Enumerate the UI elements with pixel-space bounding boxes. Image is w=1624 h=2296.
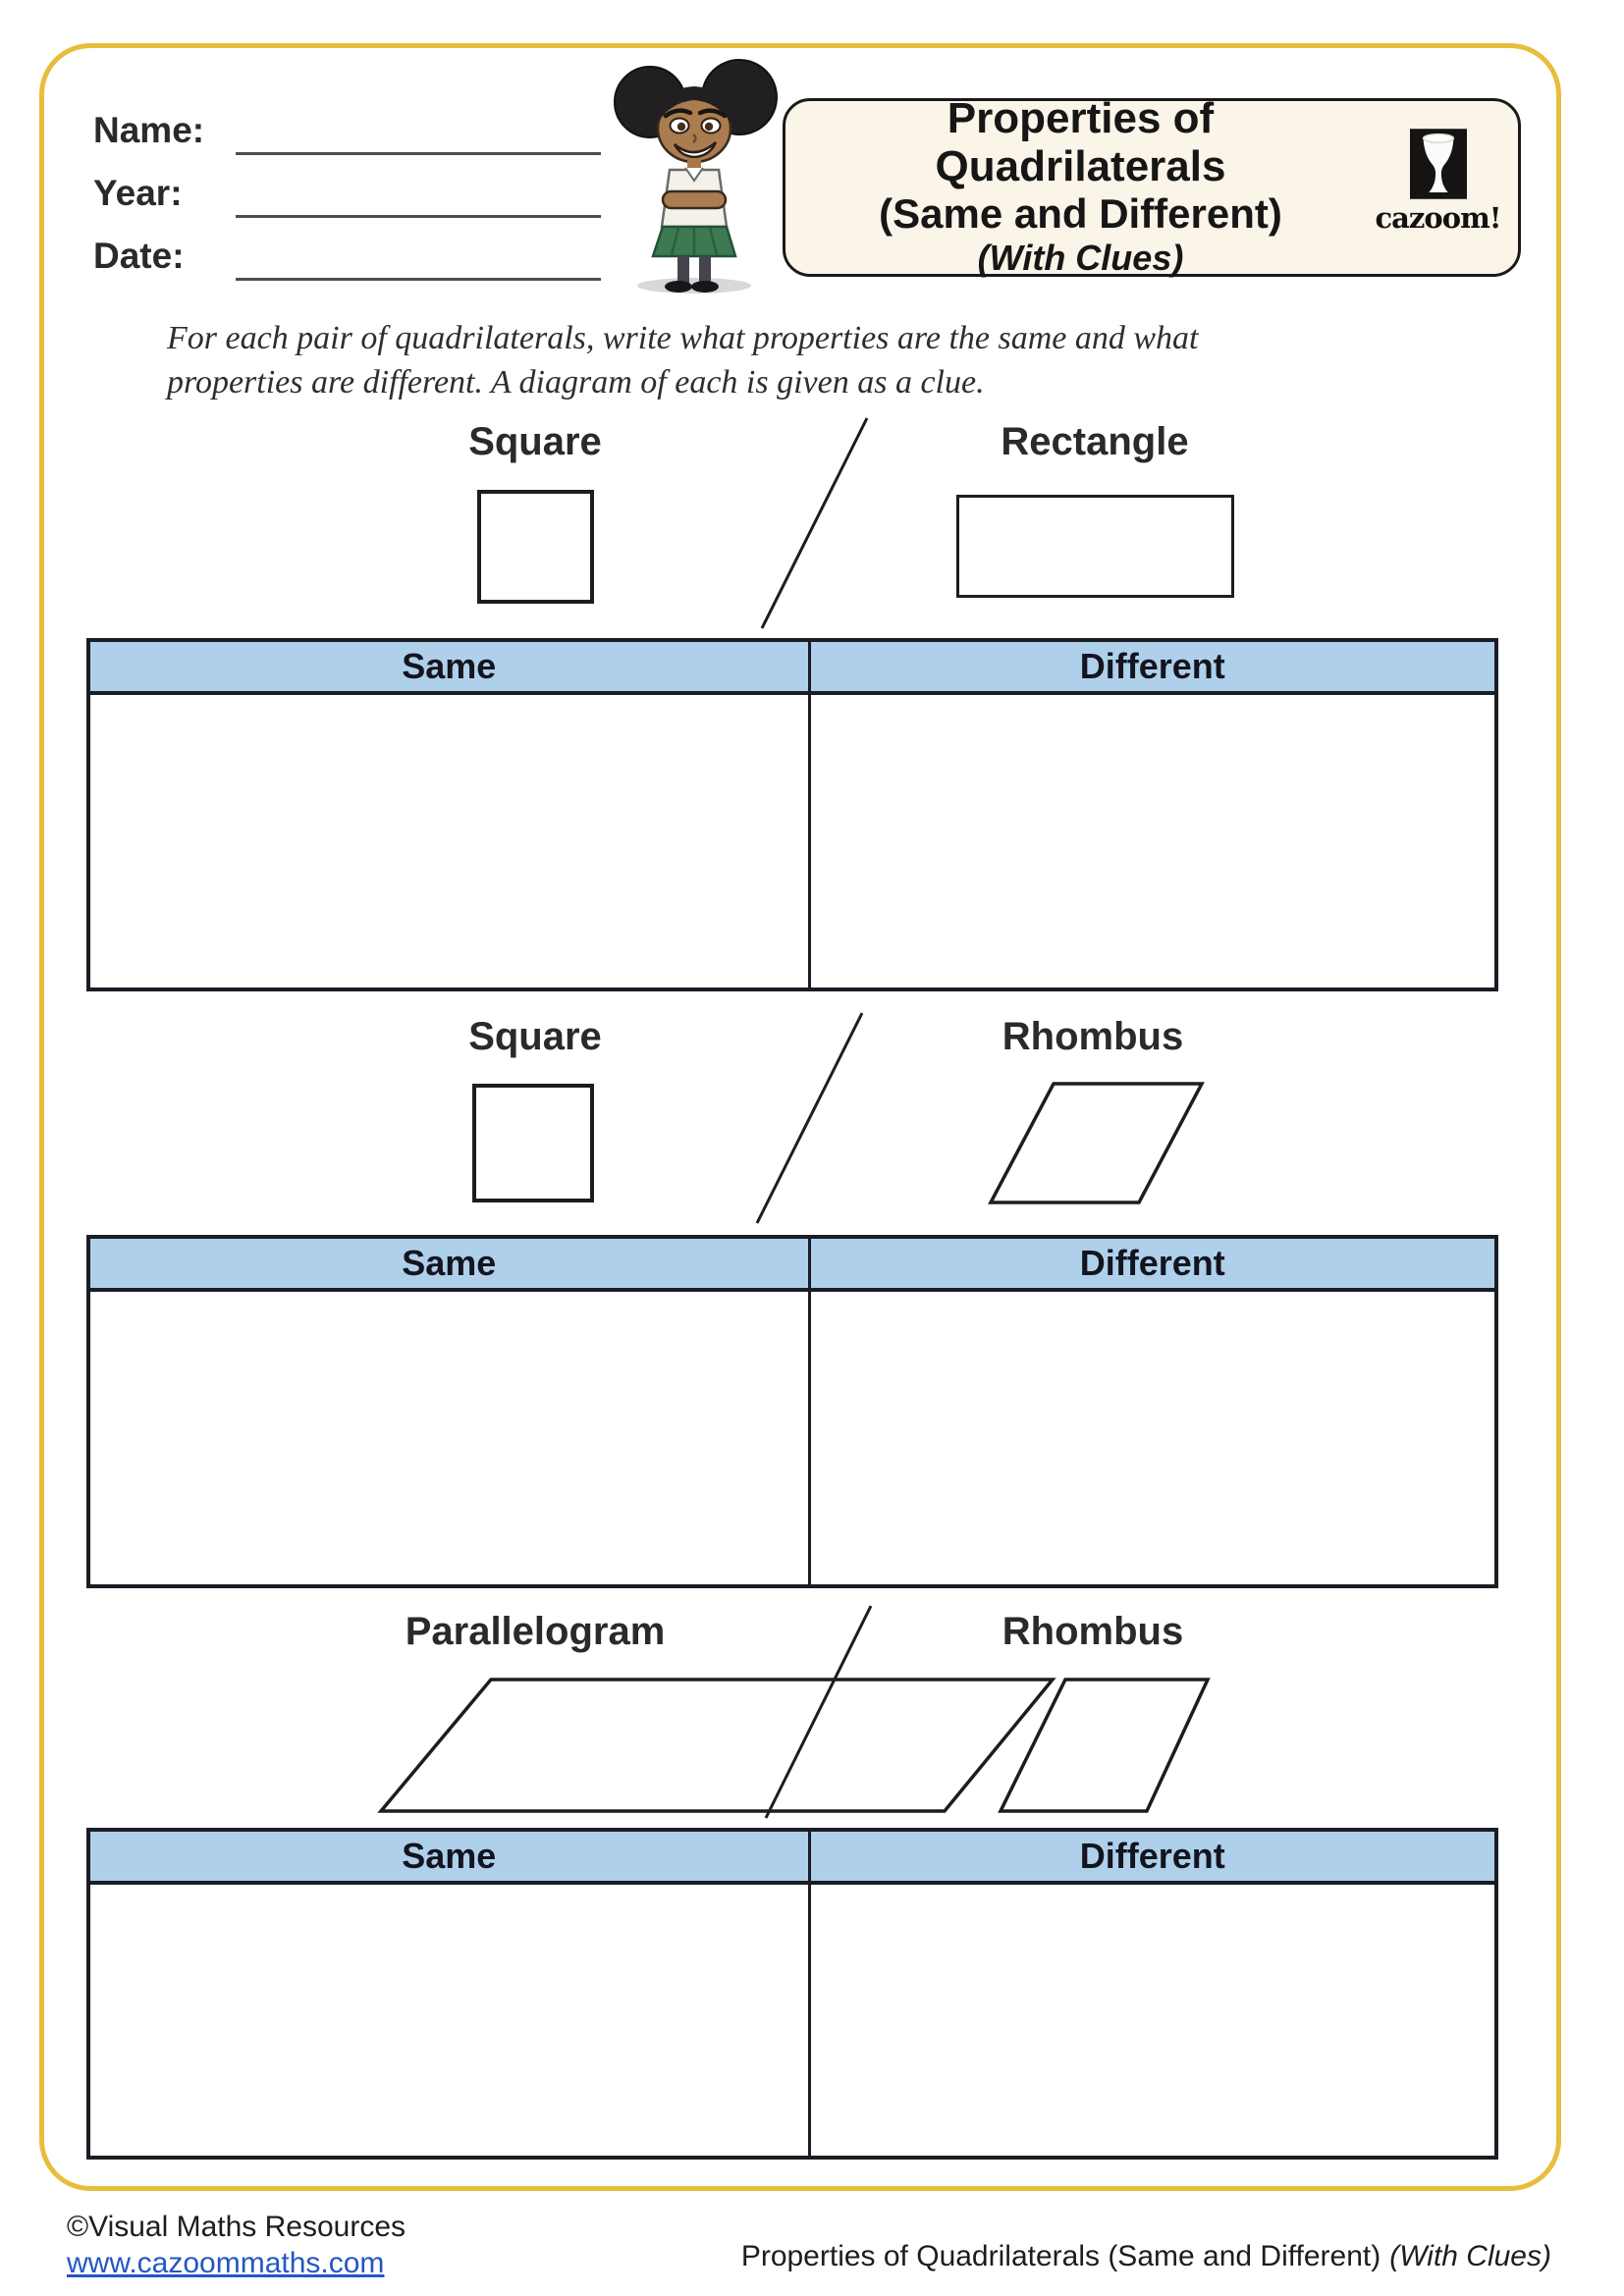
section3-right-shape-label: Rhombus xyxy=(1001,1610,1184,1653)
square-shape xyxy=(472,1084,594,1202)
website-link[interactable]: www.cazoommaths.com xyxy=(67,2247,385,2279)
footer-document-title xyxy=(741,2240,1551,2273)
square-shape xyxy=(477,490,594,604)
section1-right-shape-label: Rectangle xyxy=(1001,420,1189,463)
same-column-header: Same xyxy=(90,642,811,691)
different-answer-cell[interactable] xyxy=(811,1292,1494,1584)
different-answer-cell[interactable] xyxy=(811,1885,1494,2156)
same-answer-cell[interactable] xyxy=(90,695,811,988)
section3-left-shape-label: Parallelogram xyxy=(405,1610,666,1653)
page-title-line2: (Same and Different) xyxy=(879,190,1282,238)
section2-left-shape-label: Square xyxy=(468,1015,602,1058)
answer-table-square-rectangle xyxy=(86,638,1498,991)
different-column-header: Different xyxy=(1079,646,1225,686)
parallelogram-shape xyxy=(373,1675,1060,1817)
different-column-header: Different xyxy=(1079,1836,1225,1876)
instruction-text: For each pair of quadrilaterals, write what properties are the same and what properties are different. A diagram of each is given as a clue. xyxy=(167,320,1199,401)
name-field-label: Name: xyxy=(93,110,205,150)
cazoom-logo-text: cazoom! xyxy=(1375,201,1501,235)
answer-table-parallelogram-rhombus xyxy=(86,1828,1498,2160)
rhombus-shape xyxy=(994,1675,1215,1817)
slash-divider xyxy=(751,1011,869,1227)
schoolgirl-mascot-illustration xyxy=(601,51,787,301)
different-column-header: Different xyxy=(1079,1243,1225,1283)
date-field-line[interactable] xyxy=(236,278,601,281)
rhombus-shape xyxy=(982,1078,1213,1209)
name-field-line[interactable] xyxy=(236,152,601,155)
copyright-text: ©Visual Maths Resources xyxy=(67,2211,406,2243)
page-title-line1: Properties of Quadrilaterals xyxy=(935,93,1226,190)
answer-table-square-rhombus xyxy=(86,1235,1498,1588)
djembe-drum-icon xyxy=(1410,129,1467,199)
same-answer-cell[interactable] xyxy=(90,1885,811,2156)
year-field-line[interactable] xyxy=(236,215,601,218)
different-answer-cell[interactable] xyxy=(811,695,1494,988)
year-field-label: Year: xyxy=(93,173,183,213)
footer-document-title-main: Properties of Quadrilaterals (Same and Different) xyxy=(740,2240,1381,2272)
section2-right-shape-label: Rhombus xyxy=(1001,1015,1184,1058)
section1-left-shape-label: Square xyxy=(468,420,602,463)
title-box xyxy=(783,93,1521,279)
same-answer-cell[interactable] xyxy=(90,1292,811,1584)
same-column-header: Same xyxy=(90,1832,811,1881)
date-field-label: Date: xyxy=(93,236,185,276)
footer-document-title-suffix: (With Clues) xyxy=(1389,2240,1551,2272)
cazoom-logo xyxy=(1372,129,1504,235)
rectangle-shape xyxy=(956,495,1234,598)
slash-divider xyxy=(756,416,874,632)
page-title-line3: (With Clues) xyxy=(977,238,1184,279)
same-column-header: Same xyxy=(90,1239,811,1288)
slash-divider xyxy=(758,1604,878,1822)
